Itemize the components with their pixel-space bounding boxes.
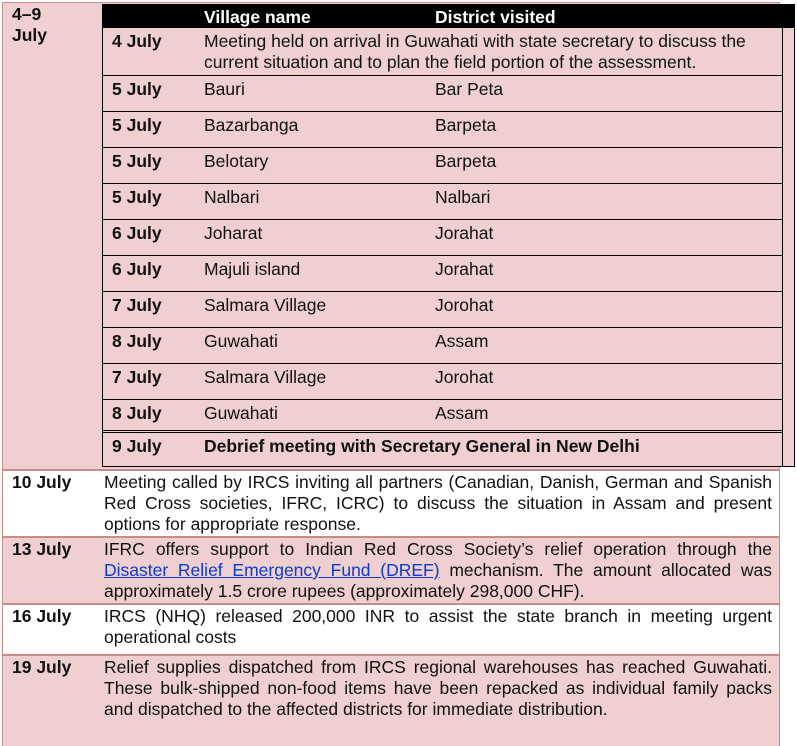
district-column-header: District visited — [435, 7, 556, 27]
field-visit-table-header — [103, 5, 794, 28]
district-name: Jorahat — [435, 223, 494, 243]
visit-date: 5 July — [112, 79, 162, 99]
date-line-1: 4–9 — [12, 4, 42, 24]
village-name: Salmara Village — [204, 295, 327, 315]
table-row — [103, 400, 782, 433]
field-visit-table — [102, 4, 795, 467]
visit-date: 8 July — [112, 403, 162, 423]
table-row — [103, 364, 782, 400]
district-name: Nalbari — [435, 187, 491, 207]
visit-date: 6 July — [112, 259, 162, 279]
village-name: Nalbari — [204, 187, 260, 207]
description-text: IFRC offers support to Indian Red Cross Society’s relief operation through the — [104, 539, 772, 559]
village-name: Belotary — [204, 151, 269, 171]
meeting-row — [103, 28, 782, 76]
district-name: Bar Peta — [435, 79, 504, 99]
timeline-row-19-july — [2, 655, 780, 746]
table-row — [103, 220, 782, 256]
debrief-row — [103, 433, 782, 466]
village-name: Guwahati — [204, 403, 278, 423]
row-date: 19 July — [12, 657, 72, 677]
visit-date: 7 July — [112, 295, 162, 315]
timeline-row-13-july — [2, 537, 780, 604]
timeline-row-16-july — [2, 604, 780, 655]
date-line-2: July — [12, 25, 48, 45]
dref-link[interactable]: Disaster Relief Emergency Fund (DREF) — [104, 560, 440, 580]
timeline-row-10-july — [2, 470, 780, 537]
debrief-date: 9 July — [112, 436, 162, 456]
table-row — [103, 112, 782, 148]
village-name: Bauri — [204, 79, 245, 99]
row-date: 4 July — [112, 31, 162, 51]
visit-date: 6 July — [112, 223, 162, 243]
table-row — [103, 184, 782, 220]
visit-date: 5 July — [112, 115, 162, 135]
district-name: Assam — [435, 331, 489, 351]
column-divider — [782, 28, 783, 466]
village-name: Guwahati — [204, 331, 278, 351]
visit-date: 7 July — [112, 367, 162, 387]
district-name: Barpeta — [435, 115, 497, 135]
visit-date: 5 July — [112, 151, 162, 171]
village-name: Bazarbanga — [204, 115, 299, 135]
row-date: 13 July — [12, 539, 72, 559]
district-name: Assam — [435, 403, 489, 423]
district-name: Jorohat — [435, 367, 494, 387]
village-column-header: Village name — [204, 7, 311, 27]
row-description: IRCS (NHQ) released 200,000 INR to assist the state branch in meeting urgent operational costs — [104, 606, 772, 647]
row-description: Relief supplies dispatched from IRCS regional warehouses has reached Guwahati. These bulk-shipped non-food items have been repacked as individual family packs and dispatched to the affected districts for immediate distribution. — [104, 657, 772, 719]
table-row — [103, 256, 782, 292]
village-name: Joharat — [204, 223, 263, 243]
district-name: Jorohat — [435, 295, 494, 315]
description-text: mechanism. The amount allocated was approximately 1.5 crore rupees (approximately 298,000 CHF). — [104, 560, 772, 601]
row-description: Meeting called by IRCS inviting all partners (Canadian, Danish, German and Spanish Red Cross societies, IFRC, ICRC) to discuss the situation in Assam and present options for appropriate response. — [104, 472, 772, 534]
meeting-text: Meeting held on arrival in Guwahati with state secretary to discuss the current situation and to plan the field portion of the assessment. — [204, 31, 746, 72]
row-description — [104, 539, 772, 602]
debrief-text: Debrief meeting with Secretary General in New Delhi — [204, 436, 640, 456]
village-name: Majuli island — [204, 259, 301, 279]
district-name: Jorahat — [435, 259, 494, 279]
table-row — [103, 292, 782, 328]
visit-date: 8 July — [112, 331, 162, 351]
table-row — [103, 328, 782, 364]
row-date — [12, 4, 47, 46]
visit-date: 5 July — [112, 187, 162, 207]
district-name: Barpeta — [435, 151, 497, 171]
table-row — [103, 148, 782, 184]
row-date: 16 July — [12, 606, 72, 626]
village-name: Salmara Village — [204, 367, 327, 387]
table-row — [103, 76, 782, 112]
row-date: 10 July — [12, 472, 72, 492]
